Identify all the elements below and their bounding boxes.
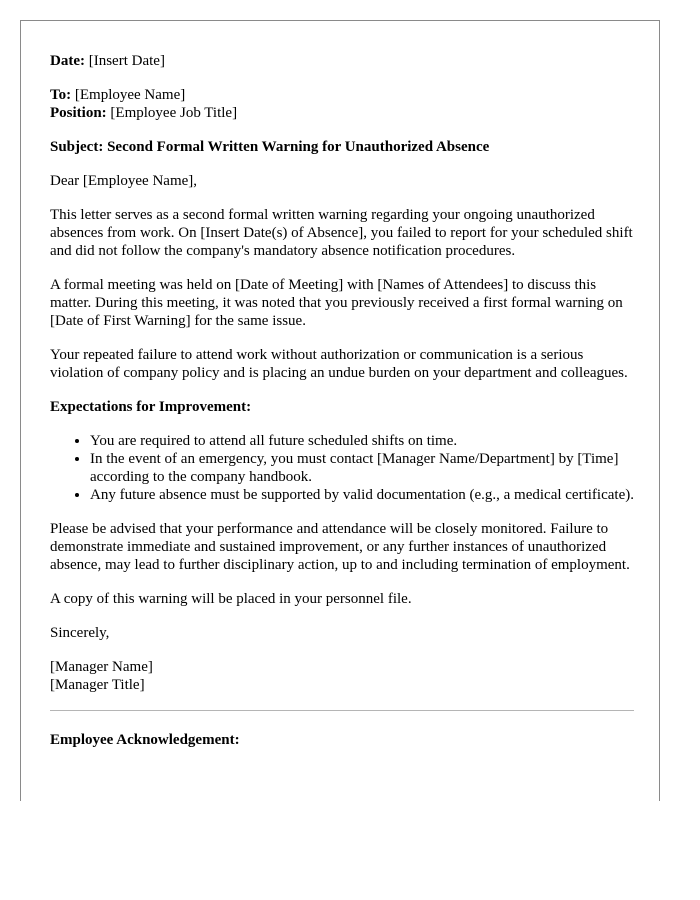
position-label: Position: (50, 105, 107, 121)
list-item: • In the event of an emergency, you must contact [Manager Name/Department] by [Time] according to the company handbook. (90, 450, 634, 486)
salutation: Dear [Employee Name], (50, 173, 198, 189)
position-line (50, 104, 634, 122)
date-value: [Insert Date] (88, 53, 165, 69)
paragraph-meeting: A formal meeting was held on [Date of Meeting] with [Names of Attendees] to discuss this matter. During this meeting, it was noted that you previously received a first formal warning on [Date of First Warning] for the same issue. (50, 277, 623, 329)
paragraph-violation: Your repeated failure to attend work without authorization or communication is a serious violation of company policy and is placing an undue burden on your department and colleagues. (50, 347, 628, 381)
signature-block (50, 658, 634, 694)
divider (50, 710, 634, 711)
list-item: • Any future absence must be supported by valid documentation (e.g., a medical certificate). (90, 486, 634, 504)
letter-body (50, 52, 634, 765)
recipient-block (50, 86, 634, 122)
letter-page (20, 20, 660, 801)
paragraph-absence: This letter serves as a second formal written warning regarding your ongoing unauthorized absences from work. On [Insert Date(s) of Absence], you failed to report for your scheduled shift and did not follow the company's mandatory absence notification procedures. (50, 207, 633, 259)
manager-name: [Manager Name] (50, 659, 153, 675)
expectations-list (50, 432, 634, 504)
expectations-heading: Expectations for Improvement: (50, 399, 252, 415)
to-label: To: (50, 87, 72, 103)
to-line (50, 86, 634, 104)
list-item: • You are required to attend all future scheduled shifts on time. (90, 432, 634, 450)
date-line (50, 52, 634, 70)
manager-title: [Manager Title] (50, 677, 145, 693)
paragraph-personnel-file: A copy of this warning will be placed in your personnel file. (50, 591, 412, 607)
date-label: Date: (50, 53, 85, 69)
acknowledgement-heading: Employee Acknowledgement: (50, 732, 240, 748)
position-value: [Employee Job Title] (110, 105, 238, 121)
to-value: [Employee Name] (74, 87, 186, 103)
subject-line: Subject: Second Formal Written Warning for Unauthorized Absence (50, 139, 490, 155)
paragraph-monitoring: Please be advised that your performance and attendance will be closely monitored. Failure to demonstrate immediate and sustained improvement, or any further instances of unauthorized absence, may lead to further disciplinary action, up to and including termination of employment. (50, 521, 630, 573)
signoff: Sincerely, (50, 625, 110, 641)
